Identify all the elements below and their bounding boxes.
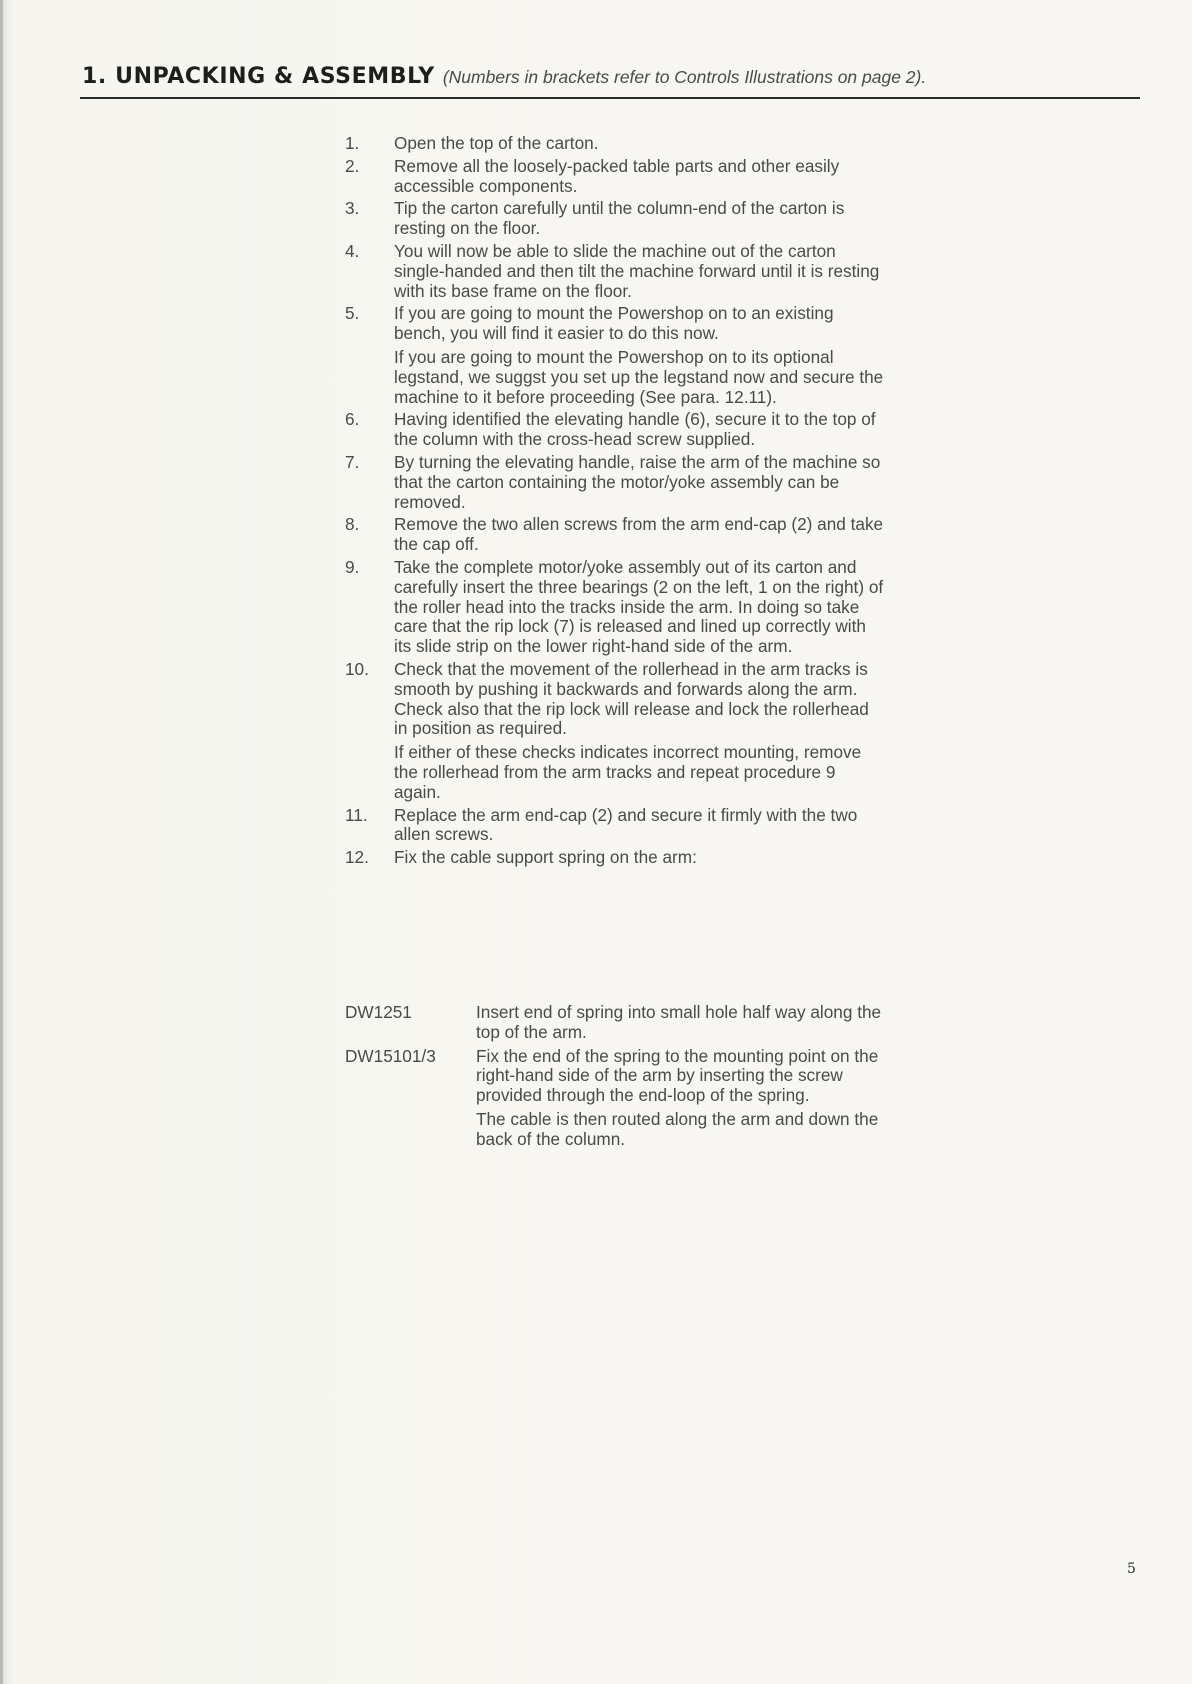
step-number: 10.	[345, 658, 369, 679]
step-text: Fix the cable support spring on the arm:	[394, 847, 697, 868]
step-text: Open the top of the carton.	[394, 133, 599, 153]
header-rule	[80, 97, 1140, 99]
assembly-step	[345, 806, 885, 846]
step-text: By turning the elevating handle, raise the arm of the machine so that the carton containing the motor/yoke assembly can be removed.	[394, 451, 881, 512]
model-text: Fix the end of the spring to the mounting point on the right-hand side of the arm by inserting the screw provided through the end-loop of the spring.	[476, 1045, 879, 1106]
assembly-step	[345, 558, 885, 657]
step-text: Remove all the loosely-packed table parts and other easily accessible components.	[394, 155, 840, 196]
assembly-step	[345, 134, 885, 154]
step-number: 5.	[345, 303, 360, 324]
model-code: DW1251	[345, 1002, 412, 1022]
step-number: 7.	[345, 451, 360, 472]
step-number: 8.	[345, 514, 360, 535]
page-number: 5	[1127, 1561, 1136, 1577]
model-text: Insert end of spring into small hole half way along the top of the arm.	[476, 1002, 882, 1042]
step-text: Take the complete motor/yoke assembly out of its carton and carefully insert the three bearings (2 on the left, 1 on the right) of the roller head into the tracks inside the arm. In doing so take care that the rip lock (7) is released and lined up correctly with its slide strip on the lower right-hand side of the arm.	[394, 556, 884, 657]
step-number: 6.	[345, 409, 360, 430]
step-text: Remove the two allen screws from the arm end-cap (2) and take the cap off.	[394, 514, 884, 555]
assembly-step	[345, 242, 885, 301]
section-header	[82, 64, 1138, 89]
model-code: DW15101/3	[345, 1045, 436, 1066]
step-number: 12.	[345, 847, 369, 868]
step-number: 1.	[345, 133, 360, 153]
assembly-step	[345, 304, 885, 407]
step-number: 4.	[345, 240, 360, 261]
section-note: (Numbers in brackets refer to Controls Illustrations on page 2).	[442, 67, 927, 87]
assembly-step	[345, 660, 885, 803]
assembly-step	[345, 157, 885, 197]
model-text: The cable is then routed along the arm and down the back of the column.	[476, 1108, 879, 1149]
model-instruction	[345, 1003, 885, 1043]
step-number: 2.	[345, 155, 360, 176]
step-text: Having identified the elevating handle (6), secure it to the top of the column with the cross-head screw supplied.	[394, 409, 876, 450]
assembly-step	[345, 848, 885, 868]
step-number: 3.	[345, 198, 360, 219]
binding-edge	[0, 0, 3, 1684]
step-number: 11.	[345, 804, 368, 825]
step-text: Check that the movement of the rollerhead in the arm tracks is smooth by pushing it backwards and forwards along the arm. Check also that the rip lock will release and lock the rollerhead in position as required.	[394, 658, 869, 739]
step-text: If either of these checks indicates incorrect mounting, remove the rollerhead from the arm tracks and repeat procedure 9 again.	[394, 742, 862, 802]
assembly-step	[345, 410, 885, 450]
assembly-step	[345, 199, 885, 239]
step-text: Replace the arm end-cap (2) and secure it firmly with the two allen screws.	[394, 804, 858, 845]
assembly-step	[345, 515, 885, 555]
step-text: If you are going to mount the Powershop on to an existing bench, you will find it easier to do this now.	[394, 303, 834, 344]
step-text: If you are going to mount the Powershop on to its optional legstand, we suggst you set up the legstand now and secure the machine to it before proceeding (See para. 12.11).	[394, 346, 884, 407]
model-instruction	[345, 1047, 885, 1150]
step-text: Tip the carton carefully until the column-end of the carton is resting on the floor.	[394, 198, 845, 239]
assembly-steps-list	[345, 134, 885, 871]
step-text: You will now be able to slide the machine out of the carton single-handed and then tilt the machine forward until it is resting with its base frame on the floor.	[394, 240, 880, 301]
section-title: 1. UNPACKING & ASSEMBLY	[82, 64, 435, 89]
model-instructions	[345, 1003, 885, 1154]
assembly-step	[345, 453, 885, 512]
step-number: 9.	[345, 556, 360, 577]
